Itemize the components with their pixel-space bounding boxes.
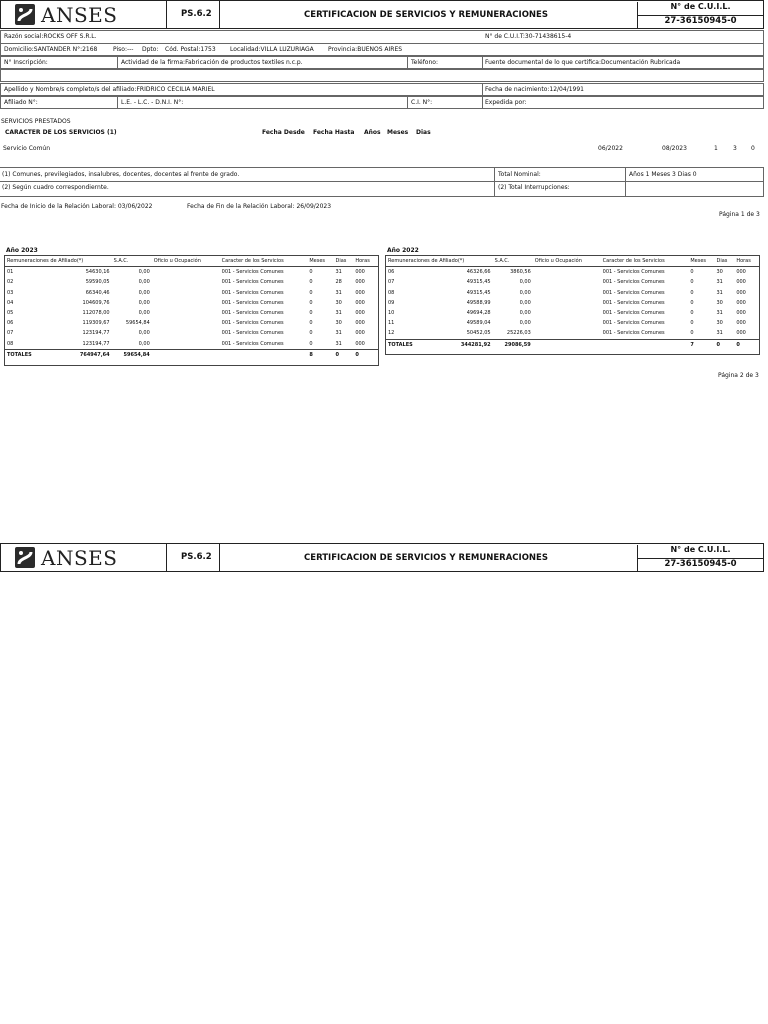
totals-meses: 8 xyxy=(309,351,313,358)
notes-block xyxy=(0,167,764,197)
table-row xyxy=(5,339,378,350)
totals-remuneracion: 344281,92 xyxy=(460,341,491,348)
row-oficio xyxy=(533,308,601,318)
note-1: (1) Comunes, previlegiados, insalubres, docentes, docentes al frente de grado. xyxy=(2,171,240,178)
totals-sac: 59654,84 xyxy=(123,351,150,358)
row-horas: 000 xyxy=(355,289,365,296)
provincia: Provincia:BUENOS AIRES xyxy=(328,46,403,53)
row-meses: 0 xyxy=(309,269,313,276)
totals-oficio xyxy=(152,349,220,360)
row-oficio xyxy=(152,267,220,278)
row-remuneracion: 119309,67 xyxy=(82,320,110,327)
table-row xyxy=(386,267,759,278)
totals-dias: 0 xyxy=(335,351,339,358)
table-row xyxy=(5,267,378,278)
razon-social: Razón social:ROCKS OFF S.R.L. xyxy=(4,33,97,40)
row-meses: 0 xyxy=(309,320,313,327)
row-remuneracion: 49315,45 xyxy=(466,279,491,286)
row-horas: 000 xyxy=(736,279,746,286)
totals-caracter xyxy=(220,349,308,360)
affiliate-row-1 xyxy=(0,83,764,96)
row-caracter: 001 - Servicios Comunes xyxy=(221,299,284,306)
row-sac: 0,00 xyxy=(138,340,150,347)
year-2022-panel xyxy=(385,255,760,355)
dpto: Dpto: xyxy=(142,46,159,53)
row-oficio xyxy=(533,318,601,328)
row-meses: 0 xyxy=(690,289,694,296)
header-caracter: Caracter de los Servicios xyxy=(221,258,284,265)
row-horas: 000 xyxy=(355,269,365,276)
fecha-fin: Fecha de Fin de la Relación Laboral: 26/09/2023 xyxy=(187,203,332,210)
fecha-inicio: Fecha de Inicio de la Relación Laboral: 03/06/2022 xyxy=(1,203,153,210)
row-mes: 08 xyxy=(388,289,395,296)
caracter-header: CARACTER DE LOS SERVICIOS (1) xyxy=(5,129,117,136)
row-sac: 0,00 xyxy=(519,289,531,296)
row-sac: 0,00 xyxy=(519,299,531,306)
row-mes: 04 xyxy=(7,299,14,306)
row-oficio xyxy=(533,288,601,298)
total-interrupciones-label: (2) Total Interrupciones: xyxy=(498,184,570,191)
row-oficio xyxy=(152,298,220,308)
row-dias: 31 xyxy=(716,310,723,317)
row-meses: 0 xyxy=(690,320,694,327)
row-dias: 30 xyxy=(716,269,723,276)
table-header-row xyxy=(386,256,759,267)
row-meses: 0 xyxy=(690,330,694,337)
year-2022-title: Año 2022 xyxy=(387,247,419,254)
row-mes: 06 xyxy=(388,269,395,276)
table-row xyxy=(5,328,378,338)
cuil-label: N° de C.U.I.L. xyxy=(637,2,763,16)
row-remuneracion: 112078,00 xyxy=(82,310,110,317)
row-meses: 0 xyxy=(690,279,694,286)
row-sac: 59654,84 xyxy=(125,320,150,327)
cuil-value-repeat: 27-36150945-0 xyxy=(637,558,763,571)
header-sac: S.A.C. xyxy=(494,258,510,265)
row-sac: 0,00 xyxy=(138,310,150,317)
totals-caracter xyxy=(601,339,689,350)
row-horas: 000 xyxy=(736,320,746,327)
service-hasta: 08/2023 xyxy=(662,145,687,152)
row-meses: 0 xyxy=(309,279,313,286)
afiliado-n: Afiliado N°: xyxy=(4,99,38,106)
row-horas: 000 xyxy=(736,330,746,337)
empty-row xyxy=(0,69,764,82)
col-fecha-desde: Fecha Desde xyxy=(262,129,305,136)
year-2023-panel xyxy=(4,255,379,366)
cod-postal: Cód. Postal:1753 xyxy=(165,46,216,53)
row-caracter: 001 - Servicios Comunes xyxy=(602,330,665,337)
domicilio: Domicilio:SANTANDER N°:2168 xyxy=(4,46,98,53)
header-oficio: Oficio u Ocupación xyxy=(153,258,201,265)
inscripcion: N° Inscripción: xyxy=(4,59,48,66)
row-oficio xyxy=(152,288,220,298)
year-2023-title: Año 2023 xyxy=(6,247,38,254)
col-dias: Dias xyxy=(416,129,431,136)
totals-label: TOTALES xyxy=(7,351,32,358)
table-row xyxy=(386,288,759,298)
row-dias: 31 xyxy=(335,289,342,296)
table-row xyxy=(5,308,378,318)
row-mes: 10 xyxy=(388,310,395,317)
service-dias: 0 xyxy=(751,145,755,152)
row-oficio xyxy=(533,277,601,287)
row-horas: 000 xyxy=(736,269,746,276)
row-sac: 0,00 xyxy=(138,299,150,306)
form-code: PS.6.2 xyxy=(181,9,212,19)
form-code-repeat: PS.6.2 xyxy=(181,552,212,562)
row-dias: 28 xyxy=(335,279,342,286)
row-caracter: 001 - Servicios Comunes xyxy=(602,310,665,317)
table-row xyxy=(386,298,759,308)
documento: L.E. - L.C. - D.N.I. N°: xyxy=(121,99,184,106)
row-remuneracion: 59590,05 xyxy=(85,279,110,286)
header-horas: Horas xyxy=(736,258,751,265)
row-horas: 000 xyxy=(355,320,365,327)
header-horas: Horas xyxy=(355,258,370,265)
row-mes: 03 xyxy=(7,289,14,296)
table-row xyxy=(386,308,759,318)
employer-row-3 xyxy=(0,56,764,69)
row-caracter: 001 - Servicios Comunes xyxy=(221,320,284,327)
row-remuneracion: 49315,45 xyxy=(466,289,491,296)
document-title: CERTIFICACION DE SERVICIOS Y REMUNERACIONES xyxy=(304,10,548,20)
row-oficio xyxy=(152,328,220,338)
row-meses: 0 xyxy=(309,289,313,296)
row-horas: 000 xyxy=(736,310,746,317)
row-remuneracion: 123194,77 xyxy=(82,340,110,347)
cuit: N° de C.U.I.T:30-71438615-4 xyxy=(485,33,572,40)
row-oficio xyxy=(152,339,220,350)
totals-label: TOTALES xyxy=(388,341,413,348)
row-caracter: 001 - Servicios Comunes xyxy=(602,269,665,276)
fuente-documental: Fuente documental de lo que certifica:Documentación Rubricada xyxy=(485,59,681,66)
row-oficio xyxy=(152,308,220,318)
logo-text-repeat: ANSES xyxy=(41,546,118,570)
row-caracter: 001 - Servicios Comunes xyxy=(602,289,665,296)
row-mes: 05 xyxy=(7,310,14,317)
logo-text: ANSES xyxy=(41,3,118,27)
totals-horas: 0 xyxy=(355,351,359,358)
employer-row-1 xyxy=(0,30,764,43)
total-nominal-label: Total Nominal: xyxy=(498,171,541,178)
row-caracter: 001 - Servicios Comunes xyxy=(221,269,284,276)
row-horas: 000 xyxy=(355,299,365,306)
totals-meses: 7 xyxy=(690,341,694,348)
table-row xyxy=(5,277,378,287)
table-header-row xyxy=(5,256,378,267)
row-horas: 000 xyxy=(355,310,365,317)
totals-remuneracion: 764947,64 xyxy=(79,351,110,358)
row-remuneracion: 66340,46 xyxy=(85,289,110,296)
row-dias: 31 xyxy=(335,269,342,276)
logo-cell xyxy=(1,1,167,28)
row-horas: 000 xyxy=(736,299,746,306)
row-remuneracion: 49694,28 xyxy=(466,310,491,317)
row-remuneracion: 49588,99 xyxy=(466,299,491,306)
row-dias: 30 xyxy=(716,320,723,327)
row-horas: 000 xyxy=(355,340,365,347)
row-caracter: 001 - Servicios Comunes xyxy=(221,330,284,337)
row-caracter: 001 - Servicios Comunes xyxy=(602,279,665,286)
page-number-1: Página 1 de 3 xyxy=(719,211,760,218)
row-sac: 0,00 xyxy=(138,269,150,276)
expedida: Expedida por: xyxy=(485,99,527,106)
header-meses: Meses xyxy=(309,258,326,265)
row-mes: 12 xyxy=(388,330,395,337)
row-dias: 31 xyxy=(335,340,342,347)
cuil-label-repeat: N° de C.U.I.L. xyxy=(637,545,763,559)
row-dias: 31 xyxy=(716,330,723,337)
header-oficio: Oficio u Ocupación xyxy=(534,258,582,265)
total-nominal-value: Años 1 Meses 3 Dias 0 xyxy=(629,171,697,178)
piso: Piso:--- xyxy=(113,46,134,53)
row-remuneracion: 50452,05 xyxy=(466,330,491,337)
row-remuneracion: 54630,16 xyxy=(85,269,110,276)
note-2: (2) Según cuadro correspondiernte. xyxy=(2,184,109,191)
row-meses: 0 xyxy=(690,310,694,317)
page-number-2: Página 2 de 3 xyxy=(718,372,759,379)
row-horas: 000 xyxy=(355,279,365,286)
affiliate-name: Apellido y Nombre/s completo/s del afiliado:FRIDRICO CECILIA MARIEL xyxy=(4,86,215,93)
row-sac: 0,00 xyxy=(138,289,150,296)
row-oficio xyxy=(152,277,220,287)
affiliate-row-2 xyxy=(0,96,764,109)
header-dias: Dias xyxy=(335,258,347,265)
row-sac: 3860,56 xyxy=(510,269,531,276)
row-dias: 30 xyxy=(716,299,723,306)
document-title-repeat: CERTIFICACION DE SERVICIOS Y REMUNERACIONES xyxy=(304,553,548,563)
header-meses: Meses xyxy=(690,258,707,265)
row-remuneracion: 104609,76 xyxy=(82,299,110,306)
header-bar xyxy=(0,0,764,29)
cuil-value: 27-36150945-0 xyxy=(637,15,763,28)
logo-cell-repeat xyxy=(1,544,167,571)
row-dias: 31 xyxy=(335,330,342,337)
service-anios: 1 xyxy=(714,145,718,152)
header-dias: Dias xyxy=(716,258,728,265)
header-remuneraciones: Remuneraciones de Afiliado(*) xyxy=(7,258,84,265)
row-caracter: 001 - Servicios Comunes xyxy=(221,289,284,296)
row-oficio xyxy=(152,318,220,328)
table-row xyxy=(5,318,378,328)
row-mes: 08 xyxy=(7,340,14,347)
row-oficio xyxy=(533,328,601,339)
employer-row-2 xyxy=(0,43,764,56)
row-remuneracion: 46326,66 xyxy=(466,269,491,276)
row-dias: 31 xyxy=(335,310,342,317)
anses-logo-icon xyxy=(15,4,35,25)
row-meses: 0 xyxy=(309,299,313,306)
birth-date: Fecha de nacimiento:12/04/1991 xyxy=(485,86,584,93)
row-remuneracion: 49589,04 xyxy=(466,320,491,327)
row-sac: 0,00 xyxy=(519,310,531,317)
row-meses: 0 xyxy=(309,330,313,337)
row-mes: 07 xyxy=(388,279,395,286)
row-sac: 25226,03 xyxy=(506,330,531,337)
telefono: Teléfono: xyxy=(411,59,438,66)
row-mes: 09 xyxy=(388,299,395,306)
table-row xyxy=(5,298,378,308)
localidad: Localidad:VILLA LUZURIAGA xyxy=(230,46,314,53)
col-anios: Años xyxy=(364,129,381,136)
totals-sac: 29086,59 xyxy=(504,341,531,348)
table-row xyxy=(5,288,378,298)
row-dias: 31 xyxy=(716,289,723,296)
row-mes: 06 xyxy=(7,320,14,327)
services-section-title: SERVICIOS PRESTADOS xyxy=(1,118,71,125)
totals-oficio xyxy=(533,339,601,350)
row-caracter: 001 - Servicios Comunes xyxy=(221,340,284,347)
ci: C.I. N°: xyxy=(411,99,433,106)
table-row xyxy=(386,328,759,339)
header-caracter: Caracter de los Servicios xyxy=(602,258,665,265)
table-row xyxy=(386,277,759,287)
row-meses: 0 xyxy=(309,310,313,317)
service-desde: 06/2022 xyxy=(598,145,623,152)
row-dias: 30 xyxy=(335,320,342,327)
row-caracter: 001 - Servicios Comunes xyxy=(221,279,284,286)
totals-dias: 0 xyxy=(716,341,720,348)
row-sac: 0,00 xyxy=(519,279,531,286)
row-meses: 0 xyxy=(690,299,694,306)
actividad: Actividad de la firma:Fabricación de productos textiles n.c.p. xyxy=(121,59,303,66)
row-remuneracion: 123194,77 xyxy=(82,330,110,337)
table-row xyxy=(386,318,759,328)
row-horas: 000 xyxy=(355,330,365,337)
row-mes: 02 xyxy=(7,279,14,286)
col-meses: Meses xyxy=(387,129,409,136)
row-oficio xyxy=(533,267,601,278)
header-bar-repeat xyxy=(0,543,764,572)
row-caracter: 001 - Servicios Comunes xyxy=(602,299,665,306)
year-2023-table xyxy=(5,256,378,360)
row-sac: 0,00 xyxy=(138,279,150,286)
row-sac: 0,00 xyxy=(519,320,531,327)
anses-logo-icon xyxy=(15,547,35,568)
row-dias: 30 xyxy=(335,299,342,306)
row-mes: 11 xyxy=(388,320,395,327)
table-totals-row xyxy=(386,339,759,350)
row-mes: 01 xyxy=(7,269,14,276)
service-caracter: Servicio Común xyxy=(3,145,51,152)
row-meses: 0 xyxy=(309,340,313,347)
col-fecha-hasta: Fecha Hasta xyxy=(313,129,355,136)
row-mes: 07 xyxy=(7,330,14,337)
row-oficio xyxy=(533,298,601,308)
year-2022-table xyxy=(386,256,759,350)
row-sac: 0,00 xyxy=(138,330,150,337)
row-horas: 000 xyxy=(736,289,746,296)
row-caracter: 001 - Servicios Comunes xyxy=(602,320,665,327)
totals-horas: 0 xyxy=(736,341,740,348)
header-sac: S.A.C. xyxy=(113,258,129,265)
row-dias: 31 xyxy=(716,279,723,286)
header-remuneraciones: Remuneraciones de Afiliado(*) xyxy=(388,258,465,265)
table-totals-row xyxy=(5,349,378,360)
row-caracter: 001 - Servicios Comunes xyxy=(221,310,284,317)
service-meses: 3 xyxy=(733,145,737,152)
row-meses: 0 xyxy=(690,269,694,276)
